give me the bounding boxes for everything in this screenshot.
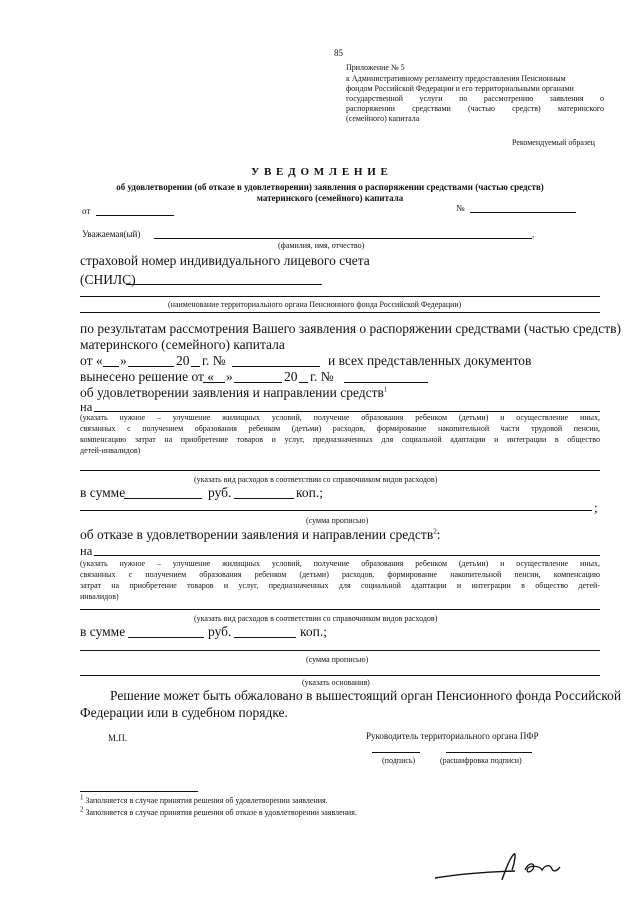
expense-field xyxy=(80,470,600,471)
signature-decode-field xyxy=(446,752,532,753)
footnote-ref: 2 xyxy=(433,527,437,536)
snils-field xyxy=(126,284,322,285)
date-field xyxy=(96,215,174,216)
snils-label: страховой номер индивидуального лицевого счета xyxy=(80,253,370,268)
refusal-direction-hint: затрат на приобретение товаров и услуг, предназначенных для социальной адаптации и интеграции в общество детей- xyxy=(80,581,600,590)
decision-date-prefix: вынесено решение от « xyxy=(80,369,215,384)
decision-year-prefix: 20 xyxy=(284,369,298,384)
result-date-prefix: от « xyxy=(80,353,103,368)
organ-field xyxy=(80,296,600,297)
refusal-expense-field xyxy=(80,609,600,610)
appendix-line: государственной услуги по рассмотрению заявления о xyxy=(346,94,604,103)
grounds-field xyxy=(80,675,600,676)
result-text: материнского (семейного) капитала xyxy=(80,337,285,352)
direction-hint: компенсацию затрат на приобретение товаров и услуг, предназначенных для социальной адаптации и интеграции в общество xyxy=(80,435,600,444)
direction-hint: (указать нужное – улучшение жилищных условий, получение образования ребенком (детьми) и осуществление иных, xyxy=(80,413,600,422)
sample-note: Рекомендуемый образец xyxy=(512,138,595,147)
number-field xyxy=(470,212,576,213)
grounds-hint: (указать основания) xyxy=(302,678,370,687)
appeal-text: Федерации или в судебном порядке. xyxy=(80,705,288,720)
refusal-rub-label: руб. xyxy=(208,624,232,639)
greeting-label: Уважаемая(ый) xyxy=(82,229,141,239)
semicolon: ; xyxy=(594,500,598,515)
na-label: на xyxy=(80,400,93,414)
footnote-ref: 1 xyxy=(383,385,388,394)
page-number: 85 xyxy=(334,48,343,58)
document-subtitle: об удовлетворении (об отказе в удовлетворении) заявления о распоряжении средствами (частью средств) xyxy=(116,182,544,192)
refusal-direction-hint: инвалидов) xyxy=(80,592,119,601)
footnote-1: $^1$ Заполняется в случае принятия решения об удовлетворении заявления. xyxy=(80,793,328,805)
footnote-2: $^2$ Заполняется в случае принятия решения об отказе в удовлетворении заявления. xyxy=(80,805,357,817)
refusal-sum-rub-field xyxy=(128,637,204,638)
result-number-label: г. № xyxy=(202,353,226,368)
refusal-sum-label: в сумме xyxy=(80,624,126,639)
stamp-label: М.П. xyxy=(108,733,128,743)
appendix-title: Приложение № 5 xyxy=(346,63,405,72)
refusal-sum-words-field xyxy=(80,650,600,651)
refusal-sum-words-hint: (сумма прописью) xyxy=(306,655,369,664)
sum-words-field xyxy=(80,510,592,511)
head-title: Руководитель территориального органа ПФР xyxy=(366,731,539,741)
document-title: У В Е Д О М Л Е Н И Е xyxy=(251,166,389,178)
decision-number-field xyxy=(344,382,428,383)
sum-rub-field xyxy=(124,498,202,499)
organ-hint: (наименование территориального органа Пенсионного фонда Российской Федерации) xyxy=(168,300,462,309)
na-label: на xyxy=(80,544,93,558)
result-date-mid: » xyxy=(120,353,127,368)
decision-year-field xyxy=(299,382,308,383)
from-label: от xyxy=(82,206,91,216)
document-subtitle: материнского (семейного) капитала xyxy=(256,193,404,203)
day-field xyxy=(103,366,119,367)
kop-label: коп.; xyxy=(296,485,323,500)
appendix-line: к Административному регламенту предоставления Пенсионным xyxy=(346,74,566,83)
refusal-kop-label: коп.; xyxy=(300,624,327,639)
rub-label: руб. xyxy=(208,485,232,500)
decision-number-label: г. № xyxy=(310,369,334,384)
sum-kop-field xyxy=(234,498,294,499)
name-field xyxy=(154,238,532,239)
result-text: по результатам рассмотрения Вашего заявления о распоряжении средствами (частью средств) xyxy=(80,321,622,336)
number-label: № xyxy=(456,203,465,213)
appeal-text: Решение может быть обжаловано в вышестоящий орган Пенсионного фонда Российской xyxy=(110,688,622,703)
application-number-field xyxy=(232,366,320,367)
year-field xyxy=(191,366,200,367)
footnote-separator xyxy=(80,791,198,792)
appendix-line: (семейного) капитала xyxy=(346,114,420,123)
appendix-line: фондом Российской Федерации и его территориальными органами xyxy=(346,84,574,93)
month-field xyxy=(128,366,174,367)
separator-line xyxy=(80,312,600,313)
signature-field xyxy=(372,752,420,753)
all-documents-text: и всех представленных документов xyxy=(328,353,532,368)
appendix-line: распоряжении средствами (частью средств) материнского xyxy=(346,104,604,113)
handwritten-signature xyxy=(430,840,570,885)
refusal-sum-kop-field xyxy=(234,637,296,638)
direction-hint: детей-инвалидов) xyxy=(80,446,141,455)
snils-label-abbr: (СНИЛС) xyxy=(80,272,136,287)
expense-hint: (указать вид расходов в соответствии со справочником видов расходов) xyxy=(194,475,438,484)
name-hint: (фамилия, имя, отчество) xyxy=(278,241,365,250)
greeting-comma: , xyxy=(532,229,535,239)
refusal-heading: об отказе в удовлетворении заявления и направлении средств$^2$: xyxy=(80,527,441,542)
refusal-direction-field xyxy=(94,555,600,556)
sum-label: в сумме xyxy=(80,485,126,500)
result-year-prefix: 20 xyxy=(176,353,190,368)
refusal-direction-hint: связанных с получением образования ребенком (детьми) расходов, формирование накопительной пенсии, компенсацию xyxy=(80,570,600,579)
decision-day-field xyxy=(203,382,225,383)
refusal-expense-hint: (указать вид расходов в соответствии со справочником видов расходов) xyxy=(194,614,438,623)
direction-field xyxy=(94,411,600,412)
satisfy-heading: об удовлетворении заявления и направлении средств$^1$ xyxy=(80,385,388,400)
decision-month-field xyxy=(234,382,282,383)
signature-hint: (подпись) xyxy=(382,756,416,765)
decode-hint: (расшифровка подписи) xyxy=(440,756,522,765)
decision-date-mid: » xyxy=(226,369,233,384)
direction-hint: связанных с получением образования ребенком (детьми) расходов, формирование накопительной части трудовой пенсии, xyxy=(80,424,600,433)
sum-words-hint: (сумма прописью) xyxy=(306,516,369,525)
refusal-direction-hint: (указать нужное – улучшение жилищных условий, получение образования ребенком (детьми) и осуществление иных, xyxy=(80,559,600,568)
